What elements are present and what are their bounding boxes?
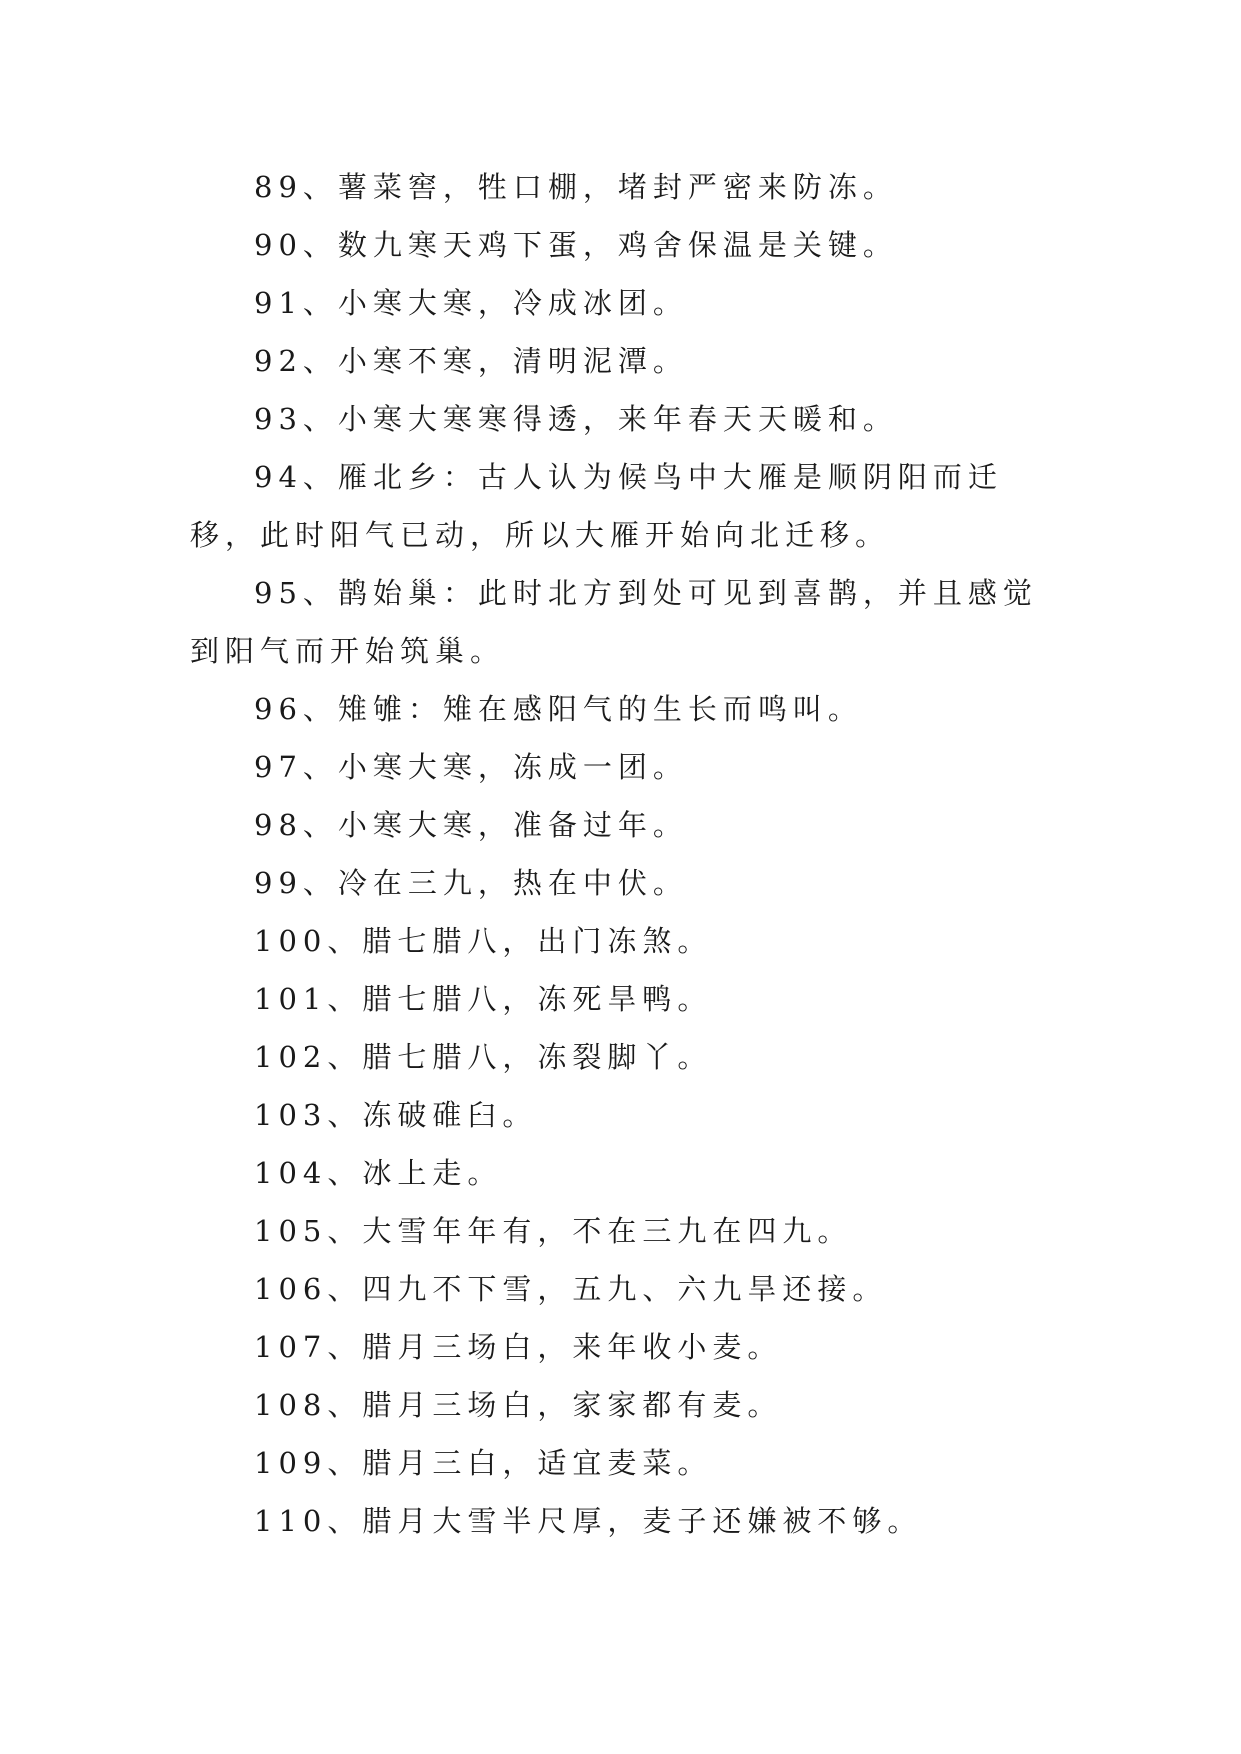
proverb-98: 98、小寒大寒，准备过年。	[254, 808, 688, 842]
proverb-110: 110、腊月大雪半尺厚，麦子还嫌被不够。	[254, 1504, 923, 1538]
proverb-95: 95、鹊始巢：此时北方到处可见到喜鹊，并且感觉到阳气而开始筑巢。	[190, 576, 1038, 668]
proverb-96: 96、雉雊：雉在感阳气的生长而鸣叫。	[254, 692, 863, 726]
proverb-91: 91、小寒大寒，冷成冰团。	[254, 286, 688, 320]
proverb-109: 109、腊月三白，适宜麦菜。	[254, 1446, 713, 1480]
proverb-107: 107、腊月三场白，来年收小麦。	[254, 1330, 783, 1364]
proverb-99: 99、冷在三九，热在中伏。	[254, 866, 688, 900]
proverb-89: 89、薯菜窖，牲口棚，堵封严密来防冻。	[254, 170, 898, 204]
proverb-97: 97、小寒大寒，冻成一团。	[254, 750, 688, 784]
proverb-102: 102、腊七腊八，冻裂脚丫。	[254, 1040, 713, 1074]
proverb-101: 101、腊七腊八，冻死旱鸭。	[254, 982, 713, 1016]
document-body	[190, 158, 1050, 1550]
proverb-90: 90、数九寒天鸡下蛋，鸡舍保温是关键。	[254, 228, 898, 262]
proverb-93: 93、小寒大寒寒得透，来年春天天暖和。	[254, 402, 898, 436]
proverb-94: 94、雁北乡：古人认为候鸟中大雁是顺阴阳而迁移，此时阳气已动，所以大雁开始向北迁移。	[190, 460, 1003, 552]
proverb-106: 106、四九不下雪，五九、六九旱还接。	[254, 1272, 888, 1306]
proverb-103: 103、冻破碓臼。	[254, 1098, 538, 1132]
proverb-108: 108、腊月三场白，家家都有麦。	[254, 1388, 783, 1422]
proverb-104: 104、冰上走。	[254, 1156, 503, 1190]
proverb-100: 100、腊七腊八，出门冻煞。	[254, 924, 713, 958]
proverb-105: 105、大雪年年有，不在三九在四九。	[254, 1214, 853, 1248]
proverb-92: 92、小寒不寒，清明泥潭。	[254, 344, 688, 378]
